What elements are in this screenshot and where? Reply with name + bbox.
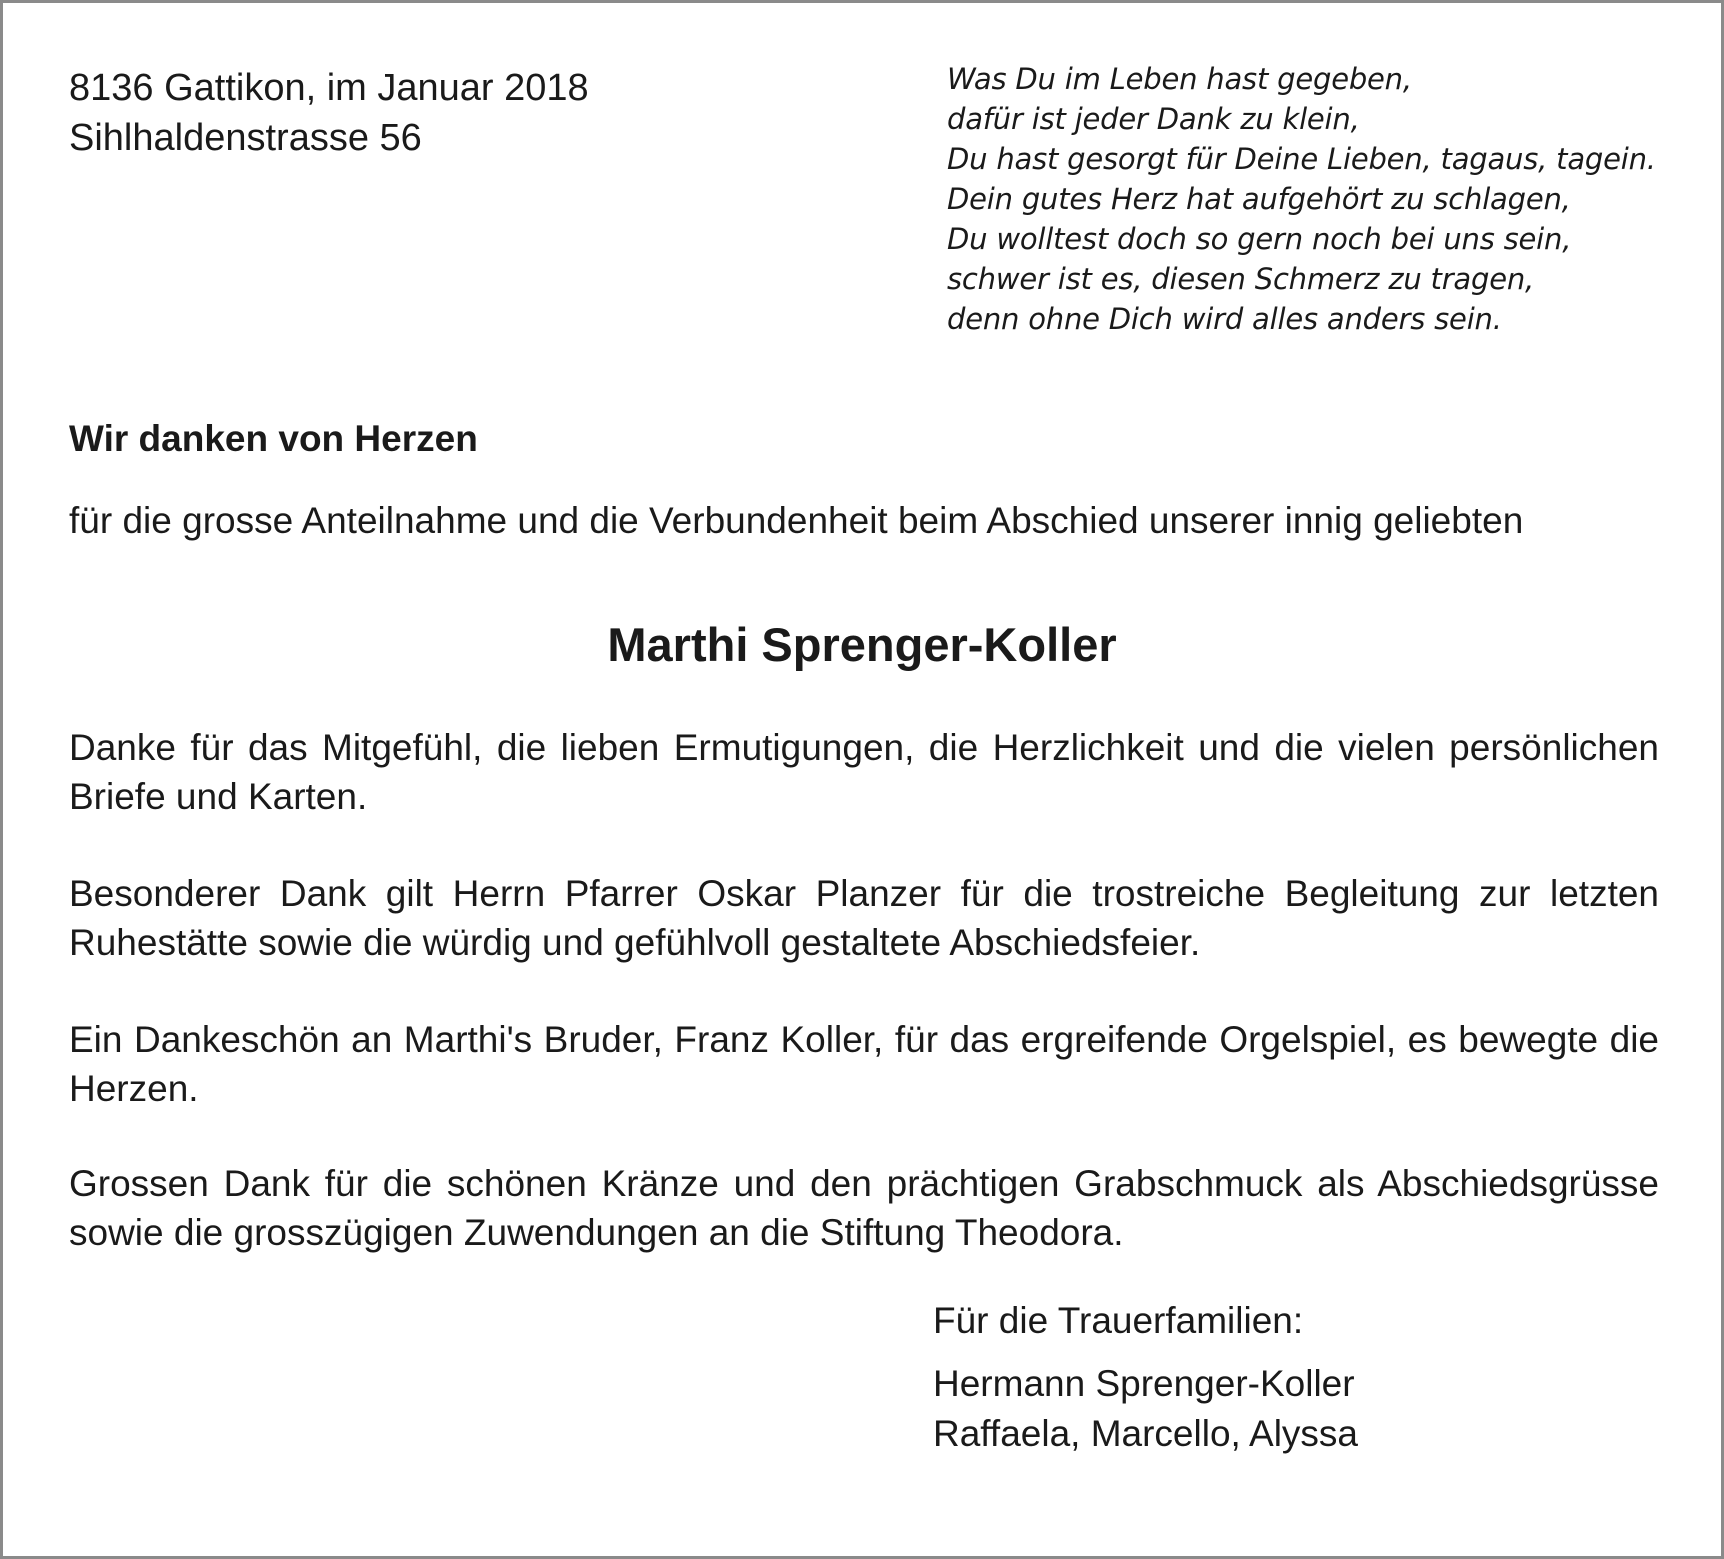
poem-line: Was Du im Leben hast gegeben, bbox=[947, 62, 1412, 96]
signers-block bbox=[933, 1359, 1358, 1459]
paragraph-wreaths: Grossen Dank für die schönen Kränze und den prächtigen Grabschmuck als Abschiedsgrüsse sowie die grosszügigen Zuwendungen an die Stiftung Theodora. bbox=[69, 1163, 1659, 1253]
address-block bbox=[69, 63, 589, 163]
paragraph-pastor: Besonderer Dank gilt Herrn Pfarrer Oskar Planzer für die trostreiche Begleitung zur letzten Ruhestätte sowie die würdig und gefühlvoll gestaltete Abschiedsfeier. bbox=[69, 873, 1659, 963]
poem-line: Du wolltest doch so gern noch bei uns sein, bbox=[947, 222, 1572, 256]
deceased-name: Marthi Sprenger-Koller bbox=[607, 618, 1117, 671]
address-line-street: Sihlhaldenstrasse 56 bbox=[69, 117, 422, 159]
poem-line: dafür ist jeder Dank zu klein, bbox=[947, 102, 1360, 136]
intro-text: für die grosse Anteilnahme und die Verbundenheit beim Abschied unserer innig geliebten bbox=[69, 500, 1524, 541]
poem-line: schwer ist es, diesen Schmerz zu tragen, bbox=[947, 262, 1535, 296]
poem-line: Dein gutes Herz hat aufgehört zu schlagen, bbox=[947, 182, 1571, 216]
signoff-label: Für die Trauerfamilien: bbox=[933, 1300, 1304, 1341]
poem-line: Du hast gesorgt für Deine Lieben, tagaus, tagein. bbox=[947, 142, 1656, 176]
signer-line: Raffaela, Marcello, Alyssa bbox=[933, 1413, 1359, 1454]
thanks-heading: Wir danken von Herzen bbox=[69, 418, 478, 459]
signer-line: Hermann Sprenger-Koller bbox=[933, 1363, 1355, 1404]
address-line-place-date: 8136 Gattikon, im Januar 2018 bbox=[69, 67, 589, 109]
poem-line: denn ohne Dich wird alles anders sein. bbox=[947, 302, 1502, 336]
poem-block bbox=[947, 59, 1687, 339]
paragraph-organ: Ein Dankeschön an Marthi's Bruder, Franz Koller, für das ergreifende Orgelspiel, es bewegte die Herzen. bbox=[69, 1019, 1659, 1109]
paragraph-condolences: Danke für das Mitgefühl, die lieben Ermutigungen, die Herzlichkeit und die vielen persönlichen Briefe und Karten. bbox=[69, 727, 1659, 817]
